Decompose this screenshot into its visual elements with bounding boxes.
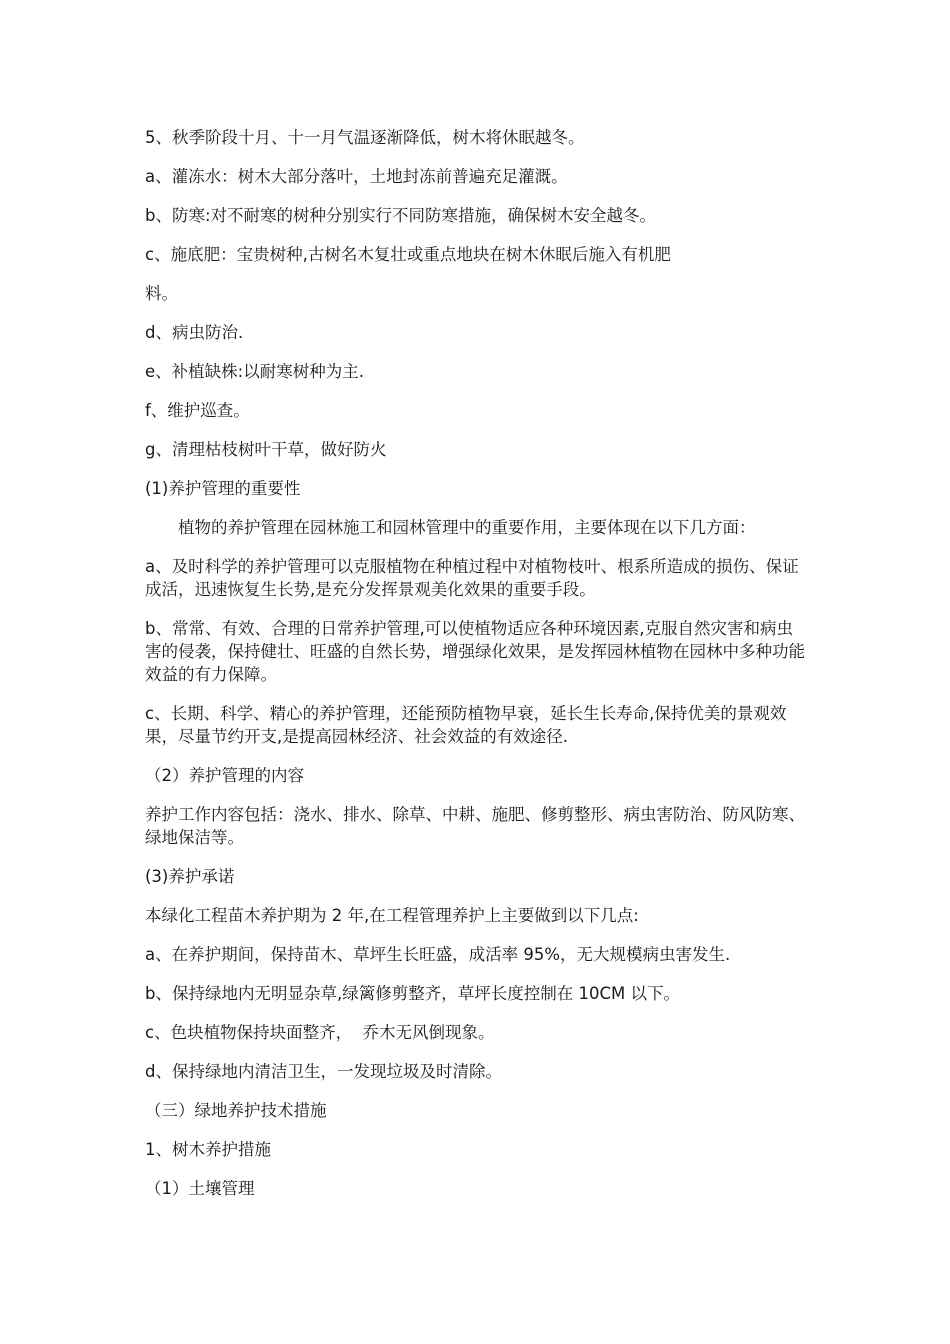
section-heading-technical-measures: （三）绿地养护技术措施 [145, 1101, 327, 1120]
paragraph-inspection: f、维护巡查。 [145, 401, 250, 420]
paragraph-base-fertilizer-continued: 料。 [145, 284, 178, 303]
section-heading-commitment: (3)养护承诺 [145, 867, 235, 886]
paragraph-importance-intro: 植物的养护管理在园林施工和园林管理中的重要作用，主要体现在以下几方面： [178, 518, 756, 537]
paragraph-commitment-d: d、保持绿地内清洁卫生，一发现垃圾及时清除。 [145, 1062, 502, 1081]
paragraph-fire-prevention: g、清理枯枝树叶干草，做好防火 [145, 440, 387, 459]
paragraph-commitment-c: c、色块植物保持块面整齐， 乔木无风倒现象。 [145, 1023, 495, 1042]
paragraph-autumn-stage: 5、秋季阶段十月、十一月气温逐渐降低，树木将休眠越冬。 [145, 128, 585, 147]
document-body [145, 126, 805, 1216]
paragraph-commitment-a: a、在养护期间，保持苗木、草坪生长旺盛，成活率 95%，无大规模病虫害发生. [145, 945, 731, 964]
paragraph-importance-a: a、及时科学的养护管理可以克服植物在种植过程中对植物枝叶、根系所造成的损伤、保证成活，迅速恢复生长势,是充分发挥景观美化效果的重要手段。 [145, 557, 799, 599]
paragraph-work-content: 养护工作内容包括：浇水、排水、除草、中耕、施肥、修剪整形、病虫害防治、防风防寒、绿地保洁等。 [145, 805, 805, 847]
paragraph-importance-c: c、长期、科学、精心的养护管理，还能预防植物早衰，延长生长寿命,保持优美的景观效果，尽量节约开支,是提高园林经济、社会效益的有效途径. [145, 704, 787, 746]
paragraph-cold-protection: b、防寒:对不耐寒的树种分别实行不同防寒措施，确保树木安全越冬。 [145, 206, 657, 225]
paragraph-base-fertilizer: c、施底肥：宝贵树种,古树名木复壮或重点地块在树木休眠后施入有机肥 [145, 245, 671, 264]
section-heading-soil-management: （1）土壤管理 [145, 1179, 255, 1198]
paragraph-freeze-irrigation: a、灌冻水：树木大部分落叶，土地封冻前普遍充足灌溉。 [145, 167, 568, 186]
section-heading-content: （2）养护管理的内容 [145, 766, 304, 785]
section-heading-importance: (1)养护管理的重要性 [145, 479, 301, 498]
paragraph-pest-control: d、病虫防治. [145, 323, 244, 342]
paragraph-maintenance-period: 本绿化工程苗木养护期为 2 年,在工程管理养护上主要做到以下几点: [145, 906, 639, 925]
section-heading-tree-maintenance: 1、树木养护措施 [145, 1140, 271, 1159]
paragraph-commitment-b: b、保持绿地内无明显杂草,绿篱修剪整齐，草坪长度控制在 10CM 以下。 [145, 984, 680, 1003]
paragraph-replanting: e、补植缺株:以耐寒树种为主. [145, 362, 364, 381]
paragraph-importance-b: b、常常、有效、合理的日常养护管理,可以使植物适应各种环境因素,克服自然灾害和病虫害的侵袭，保持健壮、旺盛的自然长势，增强绿化效果，是发挥园林植物在园林中多种功能效益的有力保障。 [145, 619, 805, 684]
